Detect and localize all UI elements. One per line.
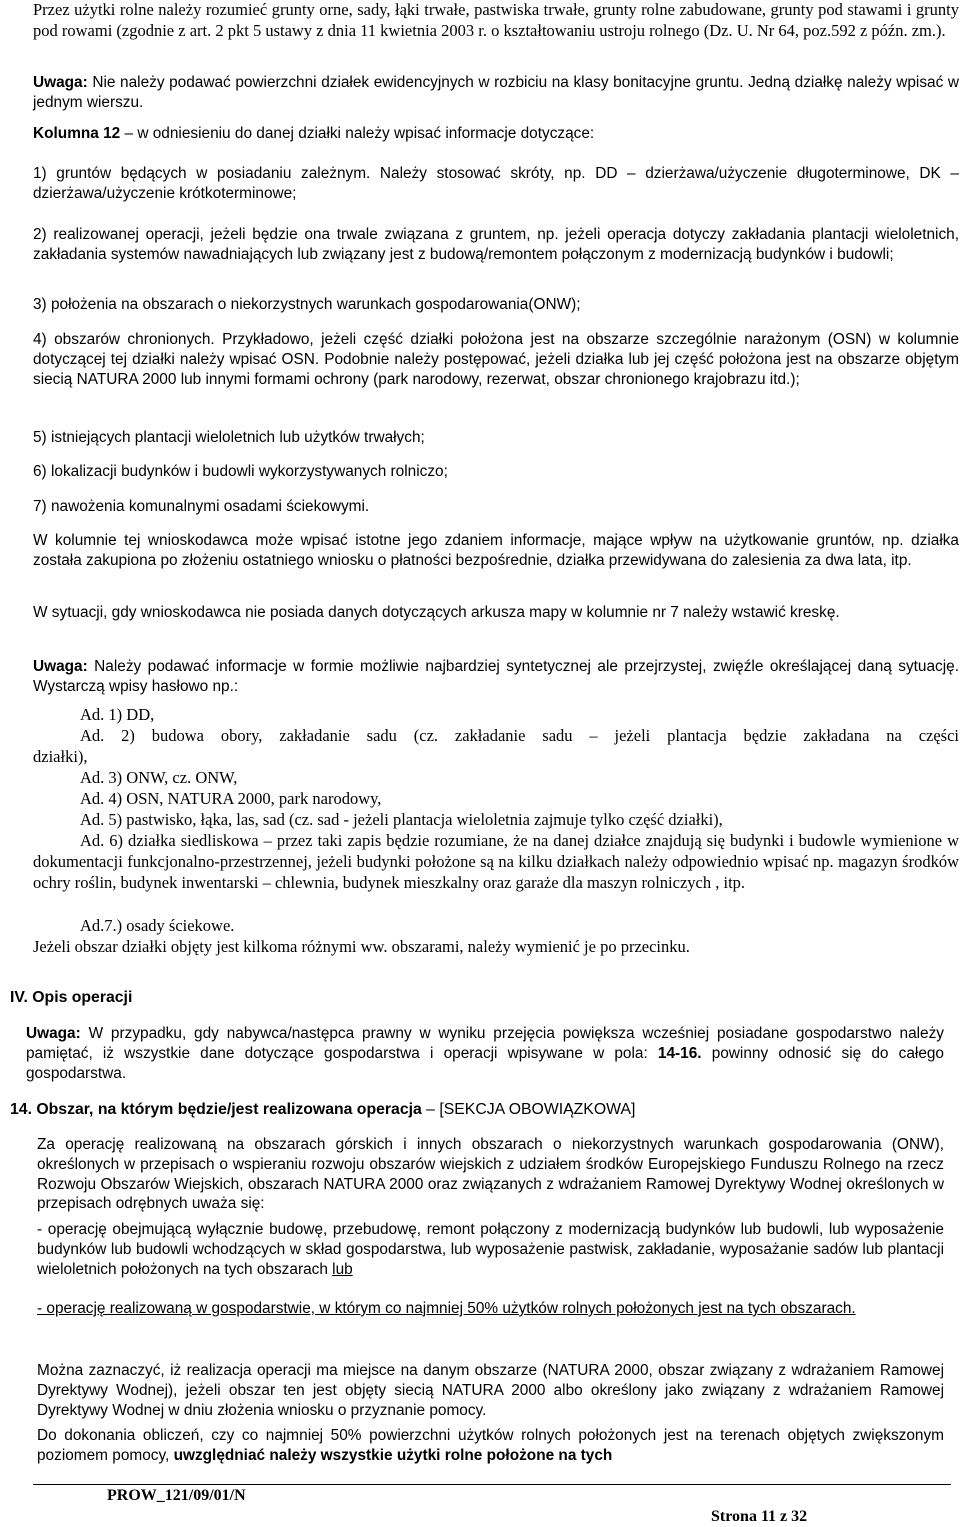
kolumna-12-intro: [33, 124, 959, 144]
intro-uwaga: [33, 73, 959, 113]
uwaga-2-text: Należy podawać informacje w formie możliwie najbardziej syntetycznej ale przejrzystej, zwięźle określającej daną sytuację. Wystarczą wpisy hasłowo np.:: [33, 658, 959, 695]
section-14-tag: – [SEKCJA OBOWIĄZKOWA]: [421, 1101, 636, 1118]
kolumna-12-label: Kolumna 12: [33, 125, 121, 142]
closing-note: Jeżeli obszar działki objęty jest kilkoma różnymi ww. obszarami, należy wymienić je po przecinku.: [33, 937, 690, 956]
section-iv-uwaga-text-2: powinny odnosić się do całego gospodarstwa.: [26, 1044, 944, 1082]
kolumna-item-7: 7) nawożenia komunalnymi osadami ściekowymi.: [33, 498, 370, 515]
uwaga-2: [33, 657, 959, 697]
footer-doc-code: PROW_121/09/01/N: [107, 1487, 246, 1504]
uwaga-label: Uwaga:: [33, 74, 88, 91]
kolumna-item-3: 3) położenia na obszarach o niekorzystnych warunkach gospodarowania(ONW);: [33, 296, 581, 313]
ad-7: Ad.7.) osady ściekowe.: [80, 916, 235, 935]
section-iv-uwaga-text-1: W przypadku, gdy nabywca/następca prawny w wyniku przejęcia powiększa wcześniej posiadane gospodarstwo należy pamiętać, iż wszystkie dane dotyczące gospodarstwa i operacji wpisywane w pola:: [26, 1025, 944, 1062]
ad-4: Ad. 4) OSN, NATURA 2000, park narodowy,: [80, 789, 382, 808]
ad-1: Ad. 1) DD,: [80, 705, 155, 724]
section-iv-uwaga: [26, 1024, 944, 1083]
section-14-bullet-1-text: - operację obejmującą wyłącznie budowę, przebudowę, remont połączony z modernizacją budynków lub budowli, lub wyposażenie budynków lub budowli wchodzących w skład gospodarstwa, lub wyposażenie pastwisk, zakładanie, wyposażanie sadów lub plantacji wieloletnich położonych na tych obszarach: [37, 1221, 944, 1278]
intro-paragraph: Przez użytki rolne należy rozumieć grunty orne, sady, łąki trwałe, pastwiska trwałe, grunty rolne zabudowane, grunty pod stawami i grunty pod rowami (zgodnie z art. 2 pkt 5 ustawy z dnia 11 kwietnia 2003 r. o kształtowaniu ustroju rolnego (Dz. U. Nr 64, poz.592 z późn. zm.).: [33, 0, 959, 40]
section-14-number: 14.: [10, 1101, 32, 1118]
kolumna-note-1: W kolumnie tej wnioskodawca może wpisać istotne jego zdaniem informacje, mające wpływ na użytkowanie gruntów, np. działka została zakupiona po złożeniu ostatniego wniosku o płatności bezpośrednie, działka przewidywana do zalesienia za dwa lata, itp.: [33, 532, 959, 569]
section-14-para-2: Można zaznaczyć, iż realizacja operacji ma miejsce na danym obszarze (NATURA 2000, obszar związany z wdrażaniem Ramowej Dyrektywy Wodnej), jeżeli obszar ten jest objęty siecią NATURA 2000 albo określony jako związany z wdrażaniem Ramowej Dyrektywy Wodnej w dniu złożenia wniosku o przyznanie pomocy.: [37, 1362, 944, 1419]
ad-5: Ad. 5) pastwisko, łąka, las, sad (cz. sad - jeżeli plantacja wieloletnia zajmuje tylko część działki),: [80, 810, 723, 829]
section-14-bullet-1: [37, 1220, 944, 1279]
section-14-heading: [10, 1101, 635, 1119]
kolumna-item-1: 1) gruntów będących w posiadaniu zależnym. Należy stosować skróty, np. DD – dzierżawa/użyczenie długoterminowe, DK – dzierżawa/użyczenie krótkoterminowe;: [33, 165, 959, 202]
section-14-bullet-1-lub: lub: [332, 1260, 353, 1278]
uwaga-2-label: Uwaga:: [33, 658, 88, 675]
ad-2-cont: działki),: [33, 747, 88, 766]
section-14-para-1: Za operację realizowaną na obszarach górskich i innych obszarach o niekorzystnych warunkach gospodarowania (ONW), określonych w przepisach o wspieraniu rozwoju obszarów wiejskich z udziałem środków Europejskiego Funduszu Rolnego na rzecz Rozwoju Obszarów Wiejskich, obszarach NATURA 2000 oraz związanych z wdrażaniem Ramowej Dyrektywy Wodnej określonych w przepisach odrębnych uważa się:: [37, 1136, 944, 1213]
kolumna-item-5: 5) istniejących plantacji wieloletnich lub użytków trwałych;: [33, 429, 425, 446]
kolumna-item-6: 6) lokalizacji budynków i budowli wykorzystywanych rolniczo;: [33, 463, 448, 480]
kolumna-note-2: W sytuacji, gdy wnioskodawca nie posiada danych dotyczących arkusza mapy w kolumnie nr 7 należy wstawić kreskę.: [33, 604, 840, 621]
kolumna-12-text: – w odniesieniu do danej działki należy wpisać informacje dotyczące:: [120, 125, 595, 142]
ad-3: Ad. 3) ONW, cz. ONW,: [80, 768, 238, 787]
kolumna-item-2: 2) realizowanej operacji, jeżeli będzie ona trwale związana z gruntem, np. jeżeli operacja dotyczy zakładania plantacji wieloletnich, zakładania systemów nawadniających lub związany jest z budową/remontem połączonym z modernizacją budynków i budowli;: [33, 226, 959, 263]
section-14-bullet-2: - operację realizowaną w gospodarstwie, w którym co najmniej 50% użytków rolnych położonych jest na tych obszarach.: [37, 1300, 856, 1317]
ad-6: Ad. 6) działka siedliskowa – przez taki zapis będzie rozumiane, że na danej działce znajdują się budynki i budowle wymienione w dokumentacji funkcjonalno-przestrzennej, jeżeli budynki położone są na kilku działkach należy odpowiednio wpisać np. magazyn środków ochry roślin, budynek inwentarski – chlewnia, budynek mieszkalny oraz garaże dla maszyn rolniczych , itp.: [33, 831, 959, 892]
kolumna-item-4: 4) obszarów chronionych. Przykładowo, jeżeli część działki położona jest na obszarze szczególnie narażonym (OSN) w kolumnie dotyczącej tej działki należy wpisać OSN. Podobnie należy postępować, jeżeli działka lub jej część położona jest na obszarze objętym siecią NATURA 2000 lub innymi formami ochrony (park narodowy, rezerwat, obszar chronionego krajobrazu itd.);: [33, 331, 959, 388]
footer-page-number: Strona 11 z 32: [711, 1508, 808, 1525]
ad-2: Ad. 2) budowa obory, zakładanie sadu (cz. zakładanie sadu – jeżeli plantacja będzie zakładana na części: [80, 726, 959, 745]
section-iv-uwaga-fields: 14-16.: [657, 1044, 702, 1062]
section-iv-heading: IV. Opis operacji: [10, 989, 133, 1006]
section-14-para-3-bold: uwzględniać należy wszystkie użytki rolne położone na tych: [173, 1446, 613, 1464]
section-14-title: Obszar, na którym będzie/jest realizowana operacja: [36, 1101, 422, 1118]
section-14-para-3: [37, 1426, 944, 1466]
section-iv-uwaga-label: Uwaga:: [26, 1025, 81, 1042]
footer-divider: [33, 1484, 951, 1485]
uwaga-text: Nie należy podawać powierzchni działek ewidencyjnych w rozbiciu na klasy bonitacyjne gruntu. Jedną działkę należy wpisać w jednym wierszu.: [33, 74, 959, 111]
section-14-para-3-text: Do dokonania obliczeń, czy co najmniej 50% powierzchni użytków rolnych położonych jest na terenach objętych zwiększonym poziomem pomocy,: [37, 1427, 944, 1464]
